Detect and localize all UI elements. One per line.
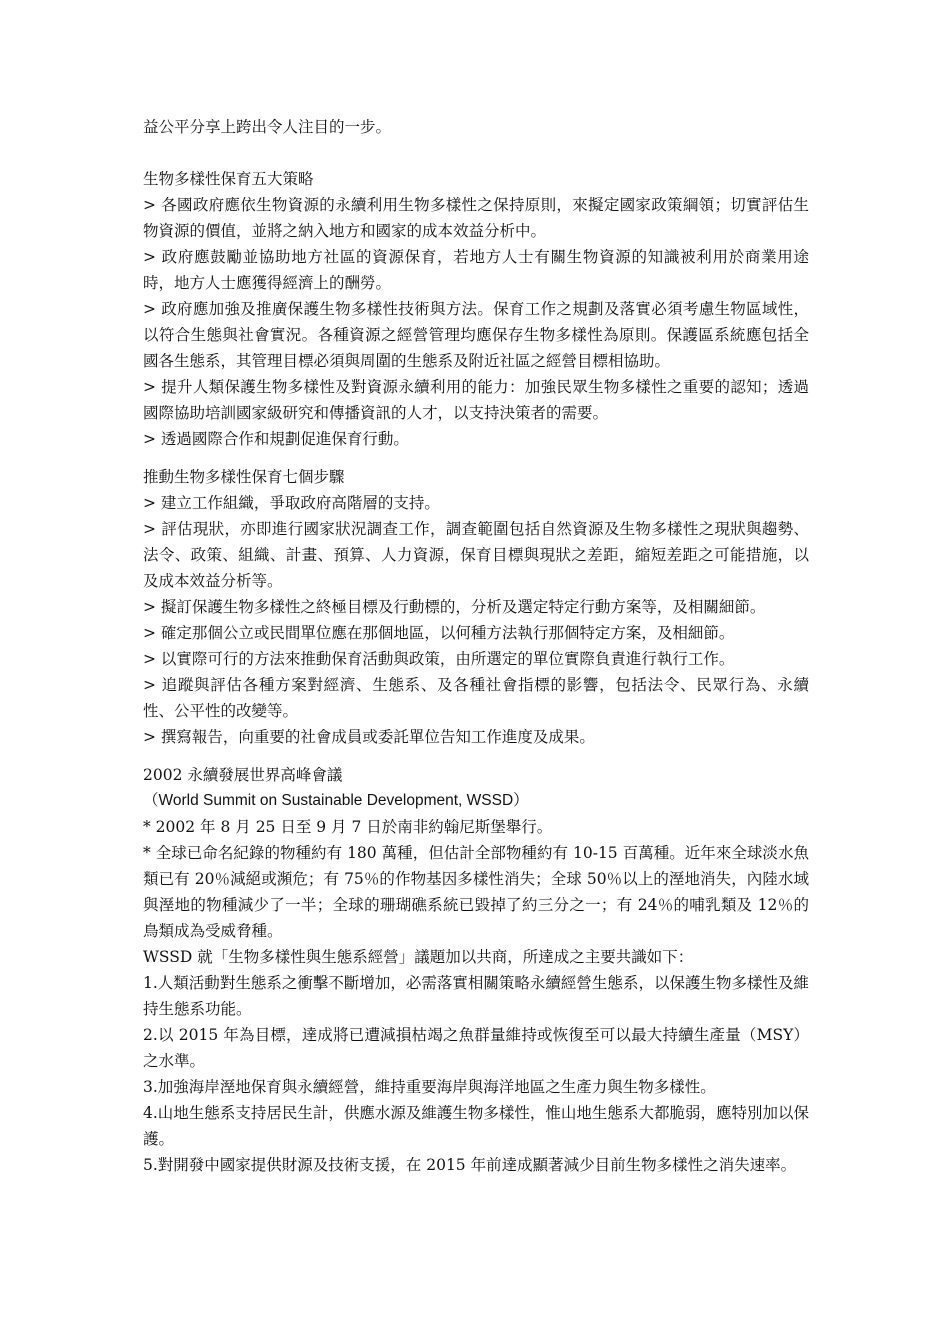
intro-paragraph bbox=[143, 114, 809, 140]
list-item: > 政府應鼓勵並協助地方社區的資源保育，若地方人士有關生物資源的知識被利用於商業用途時，地方人士應獲得經濟上的酬勞。 bbox=[143, 248, 809, 292]
section-wssd bbox=[143, 762, 809, 1178]
list-item: > 政府應加強及推廣保護生物多樣性技術與方法。保育工作之規劃及落實必須考慮生物區域性，以符合生態與社會實況。各種資源之經營管理均應保存生物多樣性為原則。保護區系統應包括全國各生態系，其管理目標必須與周圍的生態系及附近社區之經營目標相協助。 bbox=[143, 300, 809, 370]
consensus-point: 3.加強海岸溼地保育與永續經營，維持重要海岸與海洋地區之生產力與生物多樣性。 bbox=[143, 1078, 716, 1096]
list-item: > 透過國際合作和規劃促進保育行動。 bbox=[143, 430, 409, 448]
list-item: > 撰寫報告，向重要的社會成員或委託單位告知工作進度及成果。 bbox=[143, 728, 595, 746]
list-item: > 建立工作組織，爭取政府高階層的支持。 bbox=[143, 494, 440, 512]
section-title: 2002 永續發展世界高峰會議 bbox=[143, 766, 343, 784]
list-item: > 以實際可行的方法來推動保育活動與政策，由所選定的單位實際負責進行執行工作。 bbox=[143, 650, 735, 668]
list-item: > 各國政府應依生物資源的永續利用生物多樣性之保持原則，來擬定國家政策綱領；切實評估生物資源的價值，並將之納入地方和國家的成本效益分析中。 bbox=[143, 196, 809, 240]
consensus-point: 4.山地生態系支持居民生計，供應水源及維護生物多樣性，惟山地生態系大都脆弱，應特別加以保護。 bbox=[143, 1104, 809, 1148]
fact-item: * 2002 年 8 月 25 日至 9 月 7 日於南非約翰尼斯堡舉行。 bbox=[143, 818, 553, 836]
intro-text: 益公平分享上跨出令人注目的一步。 bbox=[143, 118, 392, 136]
list-item: > 提升人類保護生物多樣性及對資源永續利用的能力：加強民眾生物多樣性之重要的認知；透過國際協助培訓國家級研究和傳播資訊的人才，以支持決策者的需要。 bbox=[143, 378, 809, 422]
section-strategies bbox=[143, 166, 809, 452]
consensus-point: 1.人類活動對生態系之衝擊不斷增加，必需落實相關策略永續經營生態系，以保護生物多樣性及維持生態系功能。 bbox=[143, 974, 809, 1018]
consensus-point: 2.以 2015 年為目標，達成將已遭減損枯竭之魚群量維持或恢復至可以最大持續生產量（MSY）之水準。 bbox=[143, 1026, 809, 1070]
section-steps bbox=[143, 464, 809, 750]
consensus-lead: WSSD 就「生物多樣性與生態系經營」議題加以共商，所達成之主要共識如下： bbox=[143, 948, 694, 966]
section-title: 推動生物多樣性保育七個步驟 bbox=[143, 468, 345, 486]
list-item: > 評估現狀，亦即進行國家狀況調查工作，調查範圍包括自然資源及生物多樣性之現狀與趨勢、法令、政策、組織、計畫、預算、人力資源，保育目標與現狀之差距，縮短差距之可能措施，以及成本效益分析等。 bbox=[143, 520, 809, 590]
section-subtitle: （World Summit on Sustainable Development, WSSD） bbox=[143, 792, 529, 809]
list-item: > 擬訂保護生物多樣性之終極目標及行動標的，分析及選定特定行動方案等，及相關細節。 bbox=[143, 598, 766, 616]
consensus-point: 5.對開發中國家提供財源及技術支援，在 2015 年前達成顯著減少目前生物多樣性之消失速率。 bbox=[143, 1156, 797, 1174]
fact-item: * 全球已命名紀錄的物種約有 180 萬種，但估計全部物種約有 10-15 百萬種。近年來全球淡水魚類已有 20％減絕或瀕危；有 75％的作物基因多樣性消失；全球 50％以上的溼地消失，內陸水域與溼地的物種減少了一半；全球的珊瑚礁系統已毀掉了約三分之一；有 24％的哺乳類及 12％的鳥類成為受威脅種。 bbox=[143, 844, 809, 940]
list-item: > 確定那個公立或民間單位應在那個地區，以何種方法執行那個特定方案，及相細節。 bbox=[143, 624, 735, 642]
list-item: > 追蹤與評估各種方案對經濟、生態系、及各種社會指標的影響，包括法令、民眾行為、永續性、公平性的改變等。 bbox=[143, 676, 809, 720]
section-title: 生物多樣性保育五大策略 bbox=[143, 170, 314, 188]
